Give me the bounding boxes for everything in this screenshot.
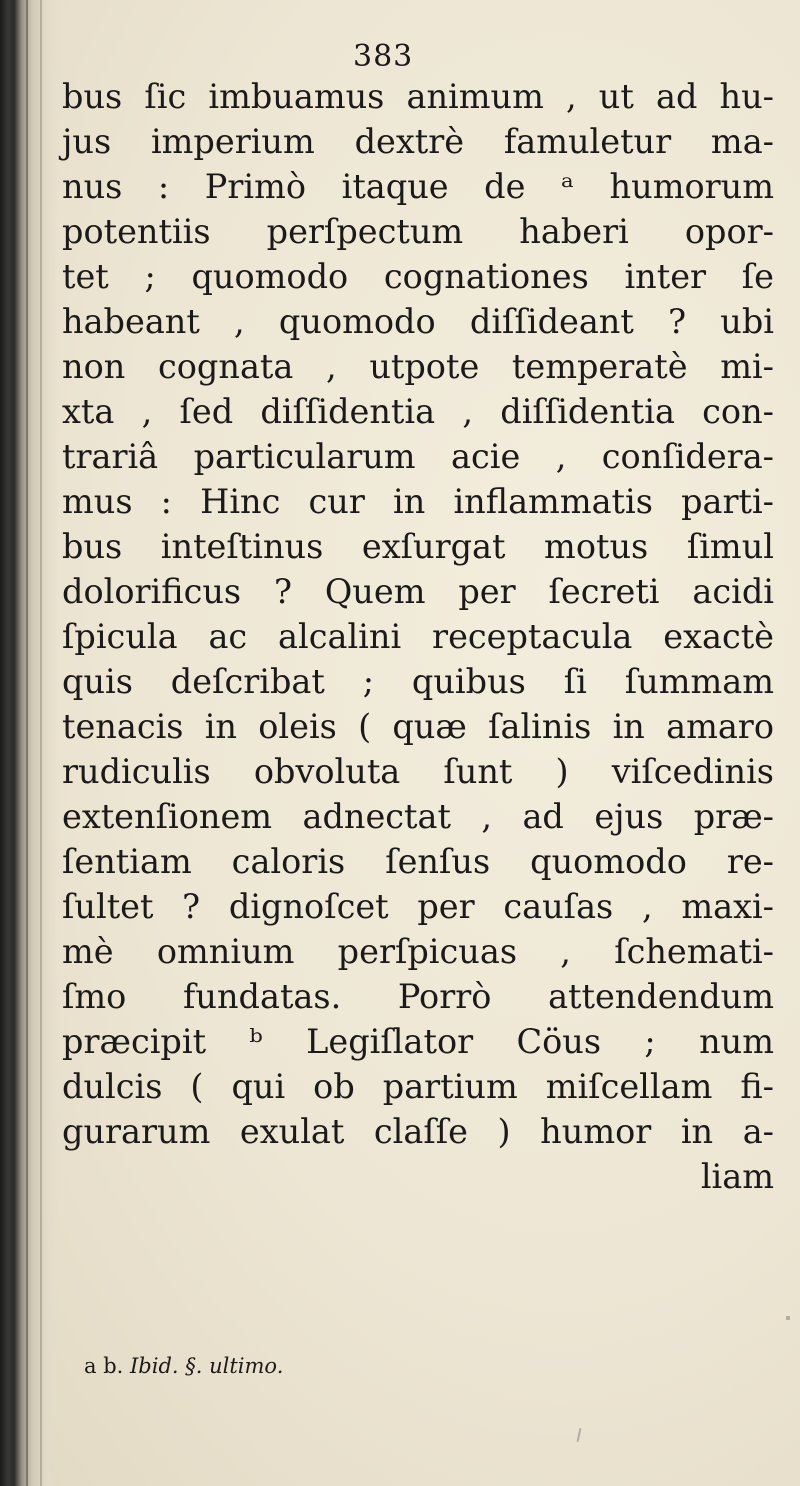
- text-line: xta , ſed diſſidentia , diſſidentia con-: [62, 392, 774, 431]
- text-line: gurarum exulat claſſe ) humor in a-: [62, 1112, 774, 1151]
- text-line: liam: [700, 1157, 774, 1196]
- text-line: ſultet ? dignoſcet per cauſas , maxi-: [62, 887, 774, 926]
- paper-speck: [577, 1428, 582, 1442]
- text-line: præcipit ᵇ Legiſlator Cöus ; num: [62, 1022, 774, 1061]
- text-line: ſpicula ac alcalini receptacula exactè: [62, 617, 774, 656]
- gutter-edge-line: [40, 0, 42, 1486]
- text-line: dulcis ( qui ob partium miſcellam fi-: [62, 1067, 774, 1106]
- footnote-marks: a b.: [84, 1354, 124, 1378]
- text-line: ſentiam caloris ſenſus quomodo re-: [62, 842, 774, 881]
- text-line: bus ſic imbuamus animum , ut ad hu-: [62, 77, 774, 116]
- body-text: [62, 74, 774, 1199]
- text-line: potentiis perſpectum haberi opor-: [62, 212, 774, 251]
- gutter-edge-line: [26, 0, 28, 1486]
- text-line: bus inteſtinus exſurgat motus ſimul: [62, 527, 774, 566]
- text-line: nus : Primò itaque de ᵃ humorum: [62, 167, 774, 206]
- footnote-text: Ibid. §. ultimo.: [130, 1354, 284, 1378]
- text-line: trariâ particularum acie , conſidera-: [62, 437, 774, 476]
- text-line: habeant , quomodo diſſideant ? ubi: [62, 302, 774, 341]
- text-line: ſmo fundatas. Porrò attendendum: [62, 977, 774, 1016]
- text-line: quis deſcribat ; quibus ſi ſummam: [62, 662, 774, 701]
- text-line: extenſionem adnectat , ad ejus præ-: [62, 797, 774, 836]
- text-line: tenacis in oleis ( quæ ſalinis in amaro: [62, 707, 774, 746]
- footnote: [84, 1354, 283, 1378]
- paper-speck: [786, 1316, 790, 1320]
- text-line: rudiculis obvoluta ſunt ) viſcedinis: [62, 752, 774, 791]
- text-line: mè omnium perſpicuas , ſchemati-: [62, 932, 774, 971]
- text-line: dolorificus ? Quem per ſecreti acidi: [62, 572, 774, 611]
- text-line: non cognata , utpote temperatè mi-: [62, 347, 774, 386]
- text-line: jus imperium dextrè famuletur ma-: [62, 122, 774, 161]
- page-number: 383: [353, 39, 414, 74]
- text-line: tet ; quomodo cognationes inter ſe: [62, 257, 774, 296]
- book-gutter: [0, 0, 58, 1486]
- text-line: mus : Hinc cur in inflammatis parti-: [62, 482, 774, 521]
